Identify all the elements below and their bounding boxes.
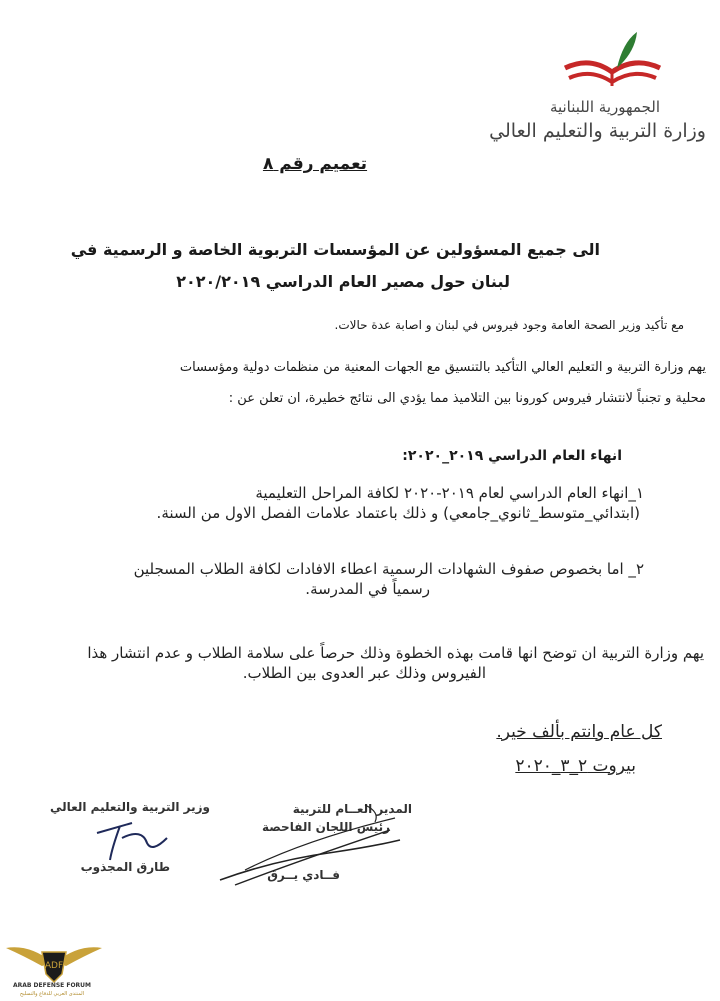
svg-text:ADF: ADF — [44, 961, 64, 971]
paragraph-1-line-1: يهم وزارة التربية و التعليم العالي التأكيد بالتنسيق مع الجهات المعنية من منظمات دولية ومؤسسات — [179, 360, 706, 375]
item-1-line-1: ١_انهاء العام الدراسي لعام ٢٠١٩-٢٠٢٠ لكافة المراحل التعليمية — [255, 484, 644, 502]
item-2-line-1: ٢_ اما بخصوص صفوف الشهادات الرسمية اعطاء الافادات لكافة الطلاب المسجلين — [133, 560, 644, 578]
item-2-line-2: رسمياً في المدرسة. — [305, 580, 430, 598]
paragraph-2-line-2: الفيروس وذلك عبر العدوى بين الطلاب. — [242, 664, 486, 682]
dg-name: فــادي يــرق — [267, 868, 340, 882]
watermark-name: ARAB DEFENSE FORUM — [12, 982, 92, 989]
paragraph-2-line-1: يهم وزارة التربية ان توضح انها قامت بهذه الخطوة وذلك حرصاً على سلامة الطلاب و عدم انتشار هذا — [87, 644, 704, 662]
minister-signature — [92, 818, 172, 863]
address-line-1: الى جميع المسؤولين عن المؤسسات التربوية الخاصة و الرسمية في — [70, 240, 600, 259]
dg-title-2: رئيس اللجان الفاحصة — [261, 820, 390, 834]
address-line-2: لبنان حول مصير العام الدراسي ٢٠٢٠/٢٠١٩ — [176, 272, 510, 291]
minister-title: وزير التربية والتعليم العالي — [49, 800, 210, 814]
watermark-subtitle: المنتدى العربي للدفاع والتسليح — [19, 991, 85, 997]
dg-title-1: المدير العــام للتربية — [292, 802, 412, 816]
section-title: انهاء العام الدراسي ٢٠١٩_٢٠٢٠: — [402, 448, 622, 464]
intro-line: مع تأكيد وزير الصحة العامة وجود فيروس في لبنان و اصابة عدة حالات. — [334, 318, 684, 332]
ministry-name: وزارة التربية والتعليم العالي — [489, 120, 706, 142]
circular-title: تعميم رقم ٨ — [262, 154, 368, 174]
republic-name: الجمهورية اللبنانية — [549, 98, 660, 116]
city-date: بيروت ٢_٣_٢٠٢٠ — [515, 756, 636, 776]
minister-name: طارق المجذوب — [80, 860, 170, 874]
paragraph-1-line-2: محلية و تجنباً لانتشار فيروس كورونا بين التلاميذ مما يؤدي الى نتائج خطيرة، ان تعلن عن : — [228, 391, 706, 406]
ministry-logo — [555, 28, 670, 98]
closing-line: كل عام وانتم بألف خير. — [496, 722, 662, 742]
item-1-line-2: (ابتدائي_متوسط_ثانوي_جامعي) و ذلك باعتماد علامات الفصل الاول من السنة. — [156, 504, 640, 522]
